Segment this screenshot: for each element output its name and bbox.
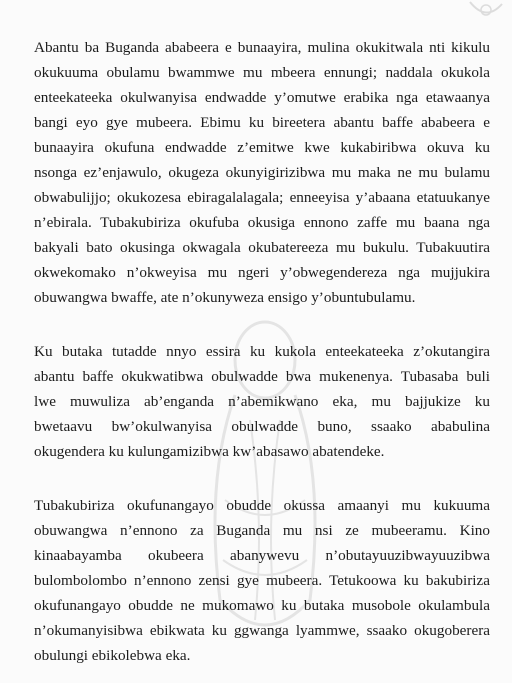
paragraph-1: [34, 35, 490, 310]
text-line: lwe muwuliza ab’enganda n’abemikwano eka, mu bajjukize ku: [34, 393, 490, 410]
document-body: [34, 35, 490, 668]
text-line: Ku butaka tutadde nnyo essira ku kukola enteekateeka z’okutangira: [34, 343, 490, 360]
text-line: kinaabayamba okubeera abanywevu n’obutayuuzibwayuuzibwa: [34, 547, 490, 564]
paragraph-3: [34, 493, 490, 668]
text-line: n’okumanyisibwa ebikwata ku ggwanga lyammwe, ssaako okugoberera: [34, 622, 490, 639]
text-line: obuwangwa bwaffe, ate n’okunyweza ensigo y’obuntubulamu.: [34, 289, 416, 306]
text-line: bunaayira okufuna endwadde z’emitwe kwe kukabiribwa okuva ku: [34, 139, 490, 156]
paragraph-spacer: [34, 464, 490, 493]
text-line: bakyali bato okusinga okwagala okubatereeza mu bukulu. Tubakuutira: [34, 239, 490, 256]
text-line: nsonga ez’enjawulo, okugeza okunyigirizibwa mu maka ne mu bulamu: [34, 164, 490, 181]
paragraph-2: [34, 339, 490, 464]
text-line: enteekateeka okulwanyisa endwadde y’omutwe erabika nga etawaanya: [34, 89, 490, 106]
text-line: bulombolombo n’ennono zensi gye mubeera. Tetukoowa ku bakubiriza: [34, 572, 490, 589]
text-line: Tubakubiriza okufunangayo obudde okussa amaanyi mu kukuuma: [34, 497, 490, 514]
text-line: okukuuma obulamu bwammwe mu mbeera ennungi; naddala okukola: [34, 64, 490, 81]
text-line: okugendera ku kulungamizibwa kw’abasawo abatendeke.: [34, 443, 385, 460]
text-line: bwetaavu bw’okulwanyisa obulwadde buno, ssaako ababulina: [34, 418, 490, 435]
corner-stamp-fragment: [466, 0, 506, 26]
paragraph-spacer: [34, 310, 490, 339]
text-line: abantu baffe okukwatibwa obulwadde bwa mukenenya. Tubasaba buli: [34, 368, 490, 385]
text-line: okufunangayo obudde ne mukomawo ku butaka musobole okulambula: [34, 597, 490, 614]
text-line: obulungi ebikolebwa eka.: [34, 647, 191, 664]
text-line: n’ebirala. Tubakubiriza okufuba okusiga ennono zaffe mu baana nga: [34, 214, 490, 231]
text-line: Abantu ba Buganda ababeera e bunaayira, mulina okukitwala nti kikulu: [34, 39, 490, 56]
text-line: obwabulijjo; okukozesa ebiragalalagala; enneeyisa y’abaana etatuukanye: [34, 189, 490, 206]
text-line: bangi eyo gye mubeera. Ebimu ku bireetera abantu baffe ababeera e: [34, 114, 490, 131]
text-line: okwekomako n’okweyisa mu ngeri y’obwegendereza nga mujjukira: [34, 264, 490, 281]
text-line: obuwangwa n’ennono za Buganda mu nsi ze mubeeramu. Kino: [34, 522, 490, 539]
